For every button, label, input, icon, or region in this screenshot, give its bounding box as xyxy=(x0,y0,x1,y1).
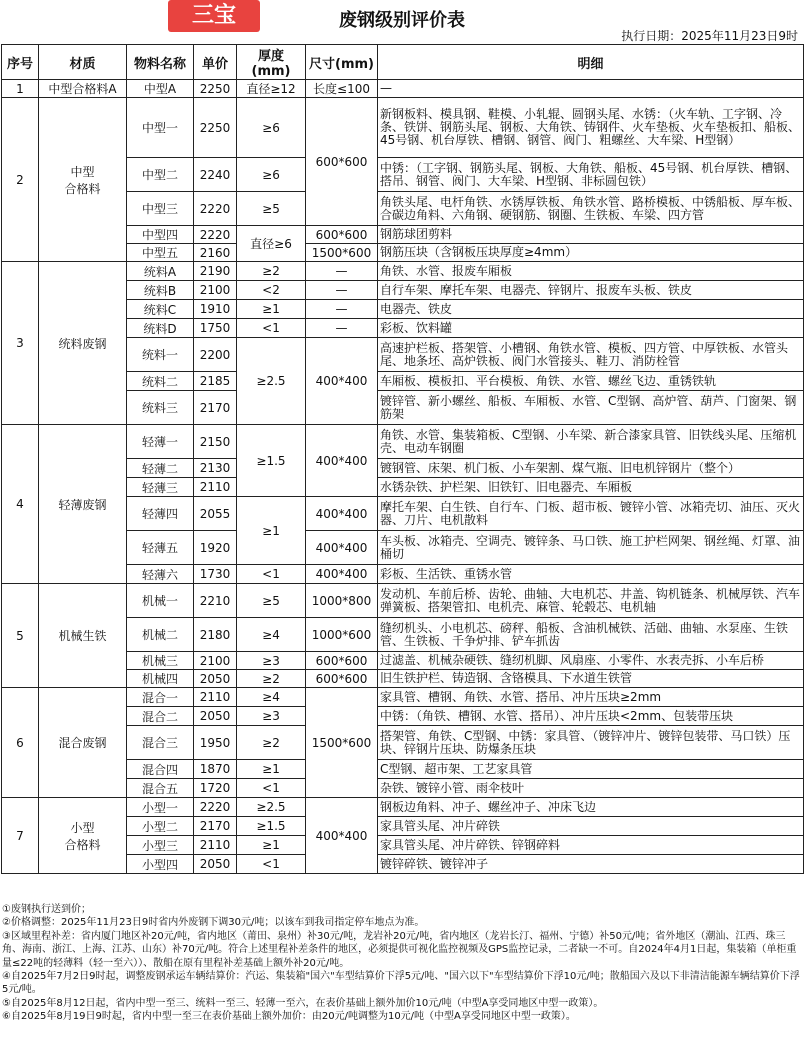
detail-cell: 中锈：（角铁、槽钢、水管、搭吊）、冲片压块<2mm、包装带压块 xyxy=(378,707,804,726)
unit-price: 2110 xyxy=(194,478,237,497)
detail-cell: 高速护栏板、搭架管、小槽钢、角铁水管、模板、四方管、中厚铁板、水管头尾、地条坯、高炉铁板、阀门水管接头、鞋刀、消防栓管 xyxy=(378,338,804,372)
thickness-cell: ≥3 xyxy=(237,707,306,726)
unit-price: 1910 xyxy=(194,300,237,319)
detail-cell: — xyxy=(378,80,804,98)
thickness-cell: <1 xyxy=(237,565,306,584)
material-cell: 中型 合格料 xyxy=(39,98,127,262)
note-item: ⑤自2025年8月12日起，省内中型一至三、统料一至三、轻薄一至六，在表价基础上额外加价10元/吨（中型A享受同地区中型一政策）。 xyxy=(2,997,604,1009)
thickness-cell: ≥4 xyxy=(237,688,306,707)
size-cell: 600*600 xyxy=(306,98,378,226)
row-number: 6 xyxy=(2,688,39,798)
detail-cell: 家具管头尾、冲片碎铁、锌钢碎料 xyxy=(378,836,804,855)
size-cell: 400*400 xyxy=(306,338,378,425)
note-item: ①废钢执行送到价； xyxy=(2,904,91,915)
col-header: 明细 xyxy=(378,45,804,80)
price-table xyxy=(1,44,804,874)
unit-price: 2220 xyxy=(194,798,237,817)
detail-cell: 水锈杂铁、护栏架、旧铁钉、旧电器壳、车厢板 xyxy=(378,478,804,497)
material-name: 统料D xyxy=(127,319,194,338)
material-name: 轻薄四 xyxy=(127,497,194,531)
detail-cell: 钢筋压块（含钢板压块厚度≥4mm） xyxy=(378,244,804,262)
row-number: 4 xyxy=(2,425,39,584)
size-cell: 600*600 xyxy=(306,670,378,688)
unit-price: 2110 xyxy=(194,688,237,707)
material-name: 小型三 xyxy=(127,836,194,855)
material-name: 混合一 xyxy=(127,688,194,707)
detail-cell: 电器壳、铁皮 xyxy=(378,300,804,319)
size-cell: 600*600 xyxy=(306,652,378,670)
unit-price: 2250 xyxy=(194,80,237,98)
thickness-cell: ≥2 xyxy=(237,262,306,281)
unit-price: 1730 xyxy=(194,565,237,584)
material-name: 混合三 xyxy=(127,726,194,760)
table-row xyxy=(2,584,804,618)
table-row xyxy=(2,688,804,707)
unit-price: 2050 xyxy=(194,855,237,874)
thickness-cell: ≥1 xyxy=(237,497,306,565)
note-item: ②价格调整：2025年11月23日9时省内外废钢下调30元/吨；以该车到我司指定停车地点为准。 xyxy=(2,917,425,929)
col-header: 单价 xyxy=(194,45,237,80)
thickness-cell: ≥6 xyxy=(237,98,306,158)
unit-price: 2110 xyxy=(194,836,237,855)
row-number: 5 xyxy=(2,584,39,688)
size-cell: — xyxy=(306,262,378,281)
unit-price: 2180 xyxy=(194,618,237,652)
detail-cell: 角铁、水管、集装箱板、C型钢、小车梁、新合漆家具管、旧铁线头尾、压缩机壳、电动车钢圈 xyxy=(378,425,804,459)
material-cell: 机械生铁 xyxy=(39,584,127,688)
thickness-cell: ≥5 xyxy=(237,192,306,226)
thickness-cell: 直径≥12 xyxy=(237,80,306,98)
material-name: 机械一 xyxy=(127,584,194,618)
material-cell: 统料废钢 xyxy=(39,262,127,425)
table-row xyxy=(2,80,804,98)
material-name: 统料二 xyxy=(127,372,194,391)
detail-cell: 家具管、槽钢、角铁、水管、搭吊、冲片压块≥2mm xyxy=(378,688,804,707)
size-cell: 400*400 xyxy=(306,497,378,531)
thickness-cell: 直径≥6 xyxy=(237,226,306,262)
notes xyxy=(2,903,800,1024)
thickness-cell: <1 xyxy=(237,779,306,798)
detail-cell: 缝纫机头、小电机芯、磅秤、船板、含油机械铁、活础、曲轴、水泵座、生铁管、生铁板、千争炉排、铲车抓齿 xyxy=(378,618,804,652)
detail-cell: 搭架管、角铁、C型钢、中锈：家具管、（镀锌冲片、镀锌包装带、马口铁）压块、锌钢片压块、防爆条压块 xyxy=(378,726,804,760)
note-item: ⑥自2025年8月19日9时起，省内中型一至三在表价基础上额外加价：由20元/吨调整为10元/吨（中型A享受同地区中型一政策）。 xyxy=(2,1011,576,1023)
size-cell: — xyxy=(306,300,378,319)
material-name: 小型四 xyxy=(127,855,194,874)
material-name: 机械二 xyxy=(127,618,194,652)
table-header-row xyxy=(2,45,804,80)
material-name: 中型四 xyxy=(127,226,194,244)
detail-cell: 钢筋球团剪料 xyxy=(378,226,804,244)
material-name: 轻薄六 xyxy=(127,565,194,584)
material-name: 中型五 xyxy=(127,244,194,262)
size-cell: 1000*800 xyxy=(306,584,378,618)
size-cell: 长度≤100 xyxy=(306,80,378,98)
unit-price: 2050 xyxy=(194,707,237,726)
thickness-cell: ≥1 xyxy=(237,760,306,779)
col-header: 序号 xyxy=(2,45,39,80)
detail-cell: 中锈：（工字钢、钢筋头尾、钢板、大角铁、船板、45号钢、机台厚铁、槽钢、搭吊、钢管、阀门、大车梁、H型钢、非标圆包铁） xyxy=(378,158,804,192)
col-header: 厚度(mm) xyxy=(237,45,306,80)
unit-price: 2160 xyxy=(194,244,237,262)
thickness-cell: ≥1 xyxy=(237,300,306,319)
material-cell: 轻薄废钢 xyxy=(39,425,127,584)
row-number: 7 xyxy=(2,798,39,874)
col-header: 物料名称 xyxy=(127,45,194,80)
detail-cell: 车头板、冰箱壳、空调壳、镀锌条、马口铁、施工护栏网架、钢丝绳、灯罩、油桶切 xyxy=(378,531,804,565)
material-name: 小型二 xyxy=(127,817,194,836)
row-number: 1 xyxy=(2,80,39,98)
material-name: 轻薄五 xyxy=(127,531,194,565)
detail-cell: C型钢、超市架、工艺家具管 xyxy=(378,760,804,779)
size-cell: 400*400 xyxy=(306,531,378,565)
material-name: 统料三 xyxy=(127,391,194,425)
detail-cell: 钢板边角料、冲子、螺丝冲子、冲床飞边 xyxy=(378,798,804,817)
detail-cell: 摩托车架、白生铁、自行车、门板、超市板、镀锌小管、冰箱壳切、油压、灭火器、刀片、电机散料 xyxy=(378,497,804,531)
unit-price: 2220 xyxy=(194,192,237,226)
table-row xyxy=(2,262,804,281)
detail-cell: 旧生铁护栏、铸造钢、含铬模具、下水道生铁管 xyxy=(378,670,804,688)
unit-price: 2130 xyxy=(194,459,237,478)
material-name: 统料一 xyxy=(127,338,194,372)
material-name: 轻薄三 xyxy=(127,478,194,497)
detail-cell: 角铁、水管、报废车厢板 xyxy=(378,262,804,281)
size-cell: 400*400 xyxy=(306,798,378,874)
material-cell: 中型合格料A xyxy=(39,80,127,98)
detail-cell: 镀锌碎铁、镀锌冲子 xyxy=(378,855,804,874)
unit-price: 1720 xyxy=(194,779,237,798)
detail-cell: 杂铁、镀锌小管、雨伞枝叶 xyxy=(378,779,804,798)
material-name: 统料A xyxy=(127,262,194,281)
material-name: 中型二 xyxy=(127,158,194,192)
size-cell: 400*400 xyxy=(306,425,378,497)
thickness-cell: ≥1.5 xyxy=(237,425,306,497)
col-header: 材质 xyxy=(39,45,127,80)
thickness-cell: ≥5 xyxy=(237,584,306,618)
size-cell: 400*400 xyxy=(306,565,378,584)
unit-price: 2210 xyxy=(194,584,237,618)
unit-price: 2200 xyxy=(194,338,237,372)
unit-price: 2190 xyxy=(194,262,237,281)
table-row xyxy=(2,798,804,817)
thickness-cell: <1 xyxy=(237,855,306,874)
unit-price: 2050 xyxy=(194,670,237,688)
size-cell: 600*600 xyxy=(306,226,378,244)
row-number: 3 xyxy=(2,262,39,425)
unit-price: 1870 xyxy=(194,760,237,779)
detail-cell: 彩板、饮料罐 xyxy=(378,319,804,338)
material-name: 中型A xyxy=(127,80,194,98)
unit-price: 1950 xyxy=(194,726,237,760)
size-cell: — xyxy=(306,319,378,338)
thickness-cell: ≥3 xyxy=(237,652,306,670)
unit-price: 1920 xyxy=(194,531,237,565)
size-cell: — xyxy=(306,281,378,300)
material-name: 轻薄二 xyxy=(127,459,194,478)
material-name: 混合二 xyxy=(127,707,194,726)
material-name: 混合五 xyxy=(127,779,194,798)
thickness-cell: ≥2.5 xyxy=(237,338,306,425)
detail-cell: 家具管头尾、冲片碎铁 xyxy=(378,817,804,836)
thickness-cell: ≥1.5 xyxy=(237,817,306,836)
thickness-cell: ≥6 xyxy=(237,158,306,192)
unit-price: 2170 xyxy=(194,817,237,836)
material-name: 统料C xyxy=(127,300,194,319)
exec-date: 执行日期：2025年11月23日9时 xyxy=(621,29,798,43)
unit-price: 2170 xyxy=(194,391,237,425)
detail-cell: 发动机、车前后桥、齿轮、曲轴、大电机芯、井盖、钩机链条、机械厚铁、汽车弹簧板、搭架管扣、电机壳、麻管、轮毂芯、电机轴 xyxy=(378,584,804,618)
thickness-cell: <1 xyxy=(237,319,306,338)
detail-cell: 彩板、生活铁、重锈水管 xyxy=(378,565,804,584)
thickness-cell: ≥4 xyxy=(237,618,306,652)
material-name: 轻薄一 xyxy=(127,425,194,459)
thickness-cell: <2 xyxy=(237,281,306,300)
unit-price: 1750 xyxy=(194,319,237,338)
col-header: 尺寸(mm) xyxy=(306,45,378,80)
size-cell: 1000*600 xyxy=(306,618,378,652)
thickness-cell: ≥1 xyxy=(237,836,306,855)
detail-cell: 自行车架、摩托车架、电器壳、锌钢片、报废车头板、铁皮 xyxy=(378,281,804,300)
material-name: 中型一 xyxy=(127,98,194,158)
unit-price: 2100 xyxy=(194,652,237,670)
detail-cell: 角铁头尾、电杆角铁、水锈厚铁板、角铁水管、路桥模板、中锈船板、厚车板、合碳边角料、六角钢、硬钢筋、钢圈、生铁板、车梁、四方管 xyxy=(378,192,804,226)
detail-cell: 车厢板、模板扣、平台模板、角铁、水管、螺丝飞边、重锈铁轨 xyxy=(378,372,804,391)
material-name: 机械四 xyxy=(127,670,194,688)
table-row xyxy=(2,98,804,158)
unit-price: 2055 xyxy=(194,497,237,531)
material-cell: 小型 合格料 xyxy=(39,798,127,874)
row-number: 2 xyxy=(2,98,39,262)
material-name: 小型一 xyxy=(127,798,194,817)
unit-price: 2100 xyxy=(194,281,237,300)
material-name: 中型三 xyxy=(127,192,194,226)
material-cell: 混合废钢 xyxy=(39,688,127,798)
header xyxy=(0,0,804,44)
material-name: 统料B xyxy=(127,281,194,300)
size-cell: 1500*600 xyxy=(306,688,378,798)
unit-price: 2150 xyxy=(194,425,237,459)
detail-cell: 镀锌管、新小螺丝、船板、车厢板、水管、C型钢、高炉管、葫芦、门窗架、钢筋架 xyxy=(378,391,804,425)
table-body xyxy=(2,80,804,874)
unit-price: 2185 xyxy=(194,372,237,391)
table-row xyxy=(2,425,804,459)
detail-cell: 镀钢管、床架、机门板、小车架割、煤气瓶、旧电机锌钢片（整个） xyxy=(378,459,804,478)
unit-price: 2240 xyxy=(194,158,237,192)
note-item: ③区域里程补差：省内厦门地区补20元/吨，省内地区（莆田、泉州）补30元/吨，龙岩补20元/吨，省内地区（龙岩长汀、福州、宁德）补50元/吨；省外地区（潮汕、江西、珠三角、海南、浙江、上海、江苏、山东）补70元/吨。符合上述里程补差条件的地区，必须提供可视化监控视频及GPS监控记录，二者缺一不可。自2024年4月1日起，集装箱（单柜重量≤22吨的轻薄料（轻一至六））、散船在原有里程补差基础上额外补20元/吨。 xyxy=(2,930,797,969)
material-name: 机械三 xyxy=(127,652,194,670)
detail-cell: 过滤盖、机械杂硬铁、缝纫机脚、风扇座、小零件、水表壳拆、小车后桥 xyxy=(378,652,804,670)
size-cell: 1500*600 xyxy=(306,244,378,262)
thickness-cell: ≥2 xyxy=(237,726,306,760)
brand-logo: 三宝 xyxy=(168,0,260,32)
thickness-cell: ≥2.5 xyxy=(237,798,306,817)
unit-price: 2220 xyxy=(194,226,237,244)
material-name: 混合四 xyxy=(127,760,194,779)
detail-cell: 新钢板料、模具钢、鞋模、小轧辊、圆钢头尾、水锈：（火车轨、工字钢、冷条、铁饼、钢筋头尾、钢板、大角铁、铸钢件、火车垫板、火车垫板扣、船板、45号钢、机台厚铁、槽钢、钢管、阀门、粗螺丝、大车梁、H型钢） xyxy=(378,98,804,158)
thickness-cell: ≥2 xyxy=(237,670,306,688)
page-title: 废钢级别评价表 xyxy=(339,10,465,31)
unit-price: 2250 xyxy=(194,98,237,158)
note-item: ④自2025年7月2日9时起，调整废钢承运车辆结算价：汽运、集装箱"国六"车型结算价下浮5元/吨、"国六以下"车型结算价下浮10元/吨；散船国六及以下非清洁能源车辆结算价下浮5元/吨。 xyxy=(2,971,800,996)
